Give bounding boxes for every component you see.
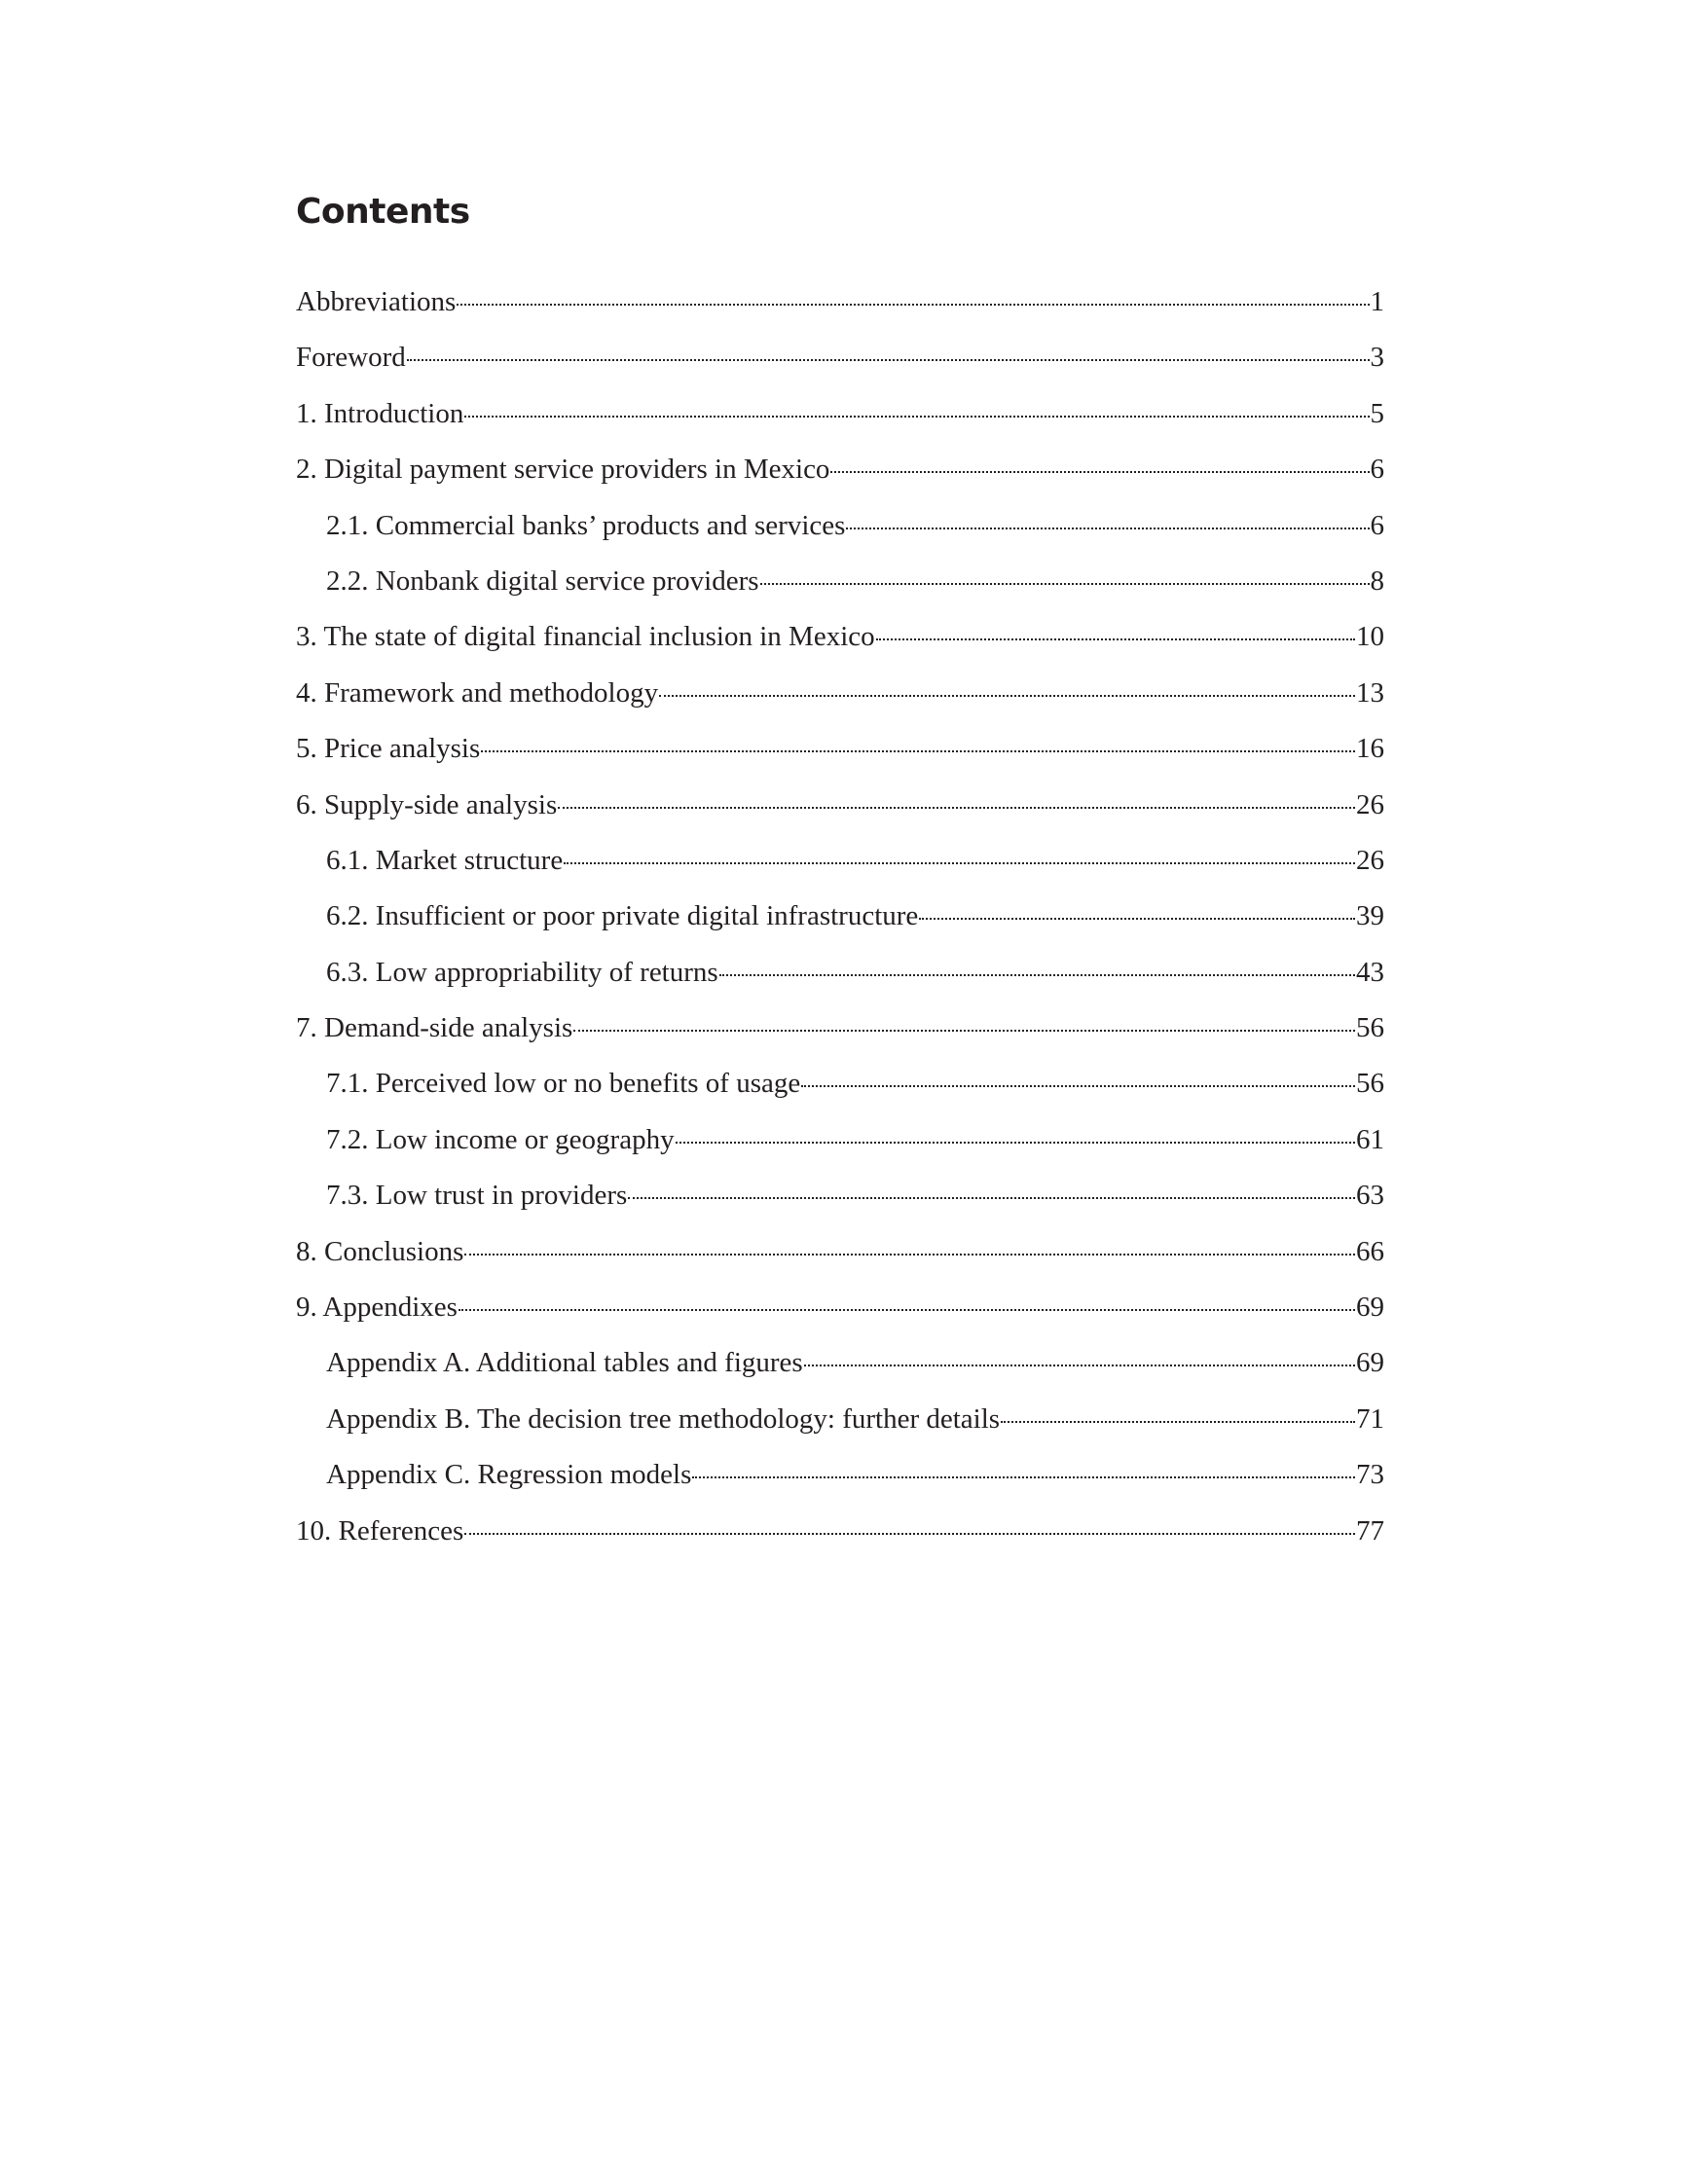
toc-entry[interactable] <box>296 666 1384 721</box>
toc-entry-label: 4. Framework and methodology <box>296 676 659 709</box>
toc-entry-page-number: 56 <box>1356 1068 1384 1100</box>
toc-entry-label: Abbreviations <box>296 286 457 317</box>
dot-leader <box>919 918 1355 920</box>
toc-entry-label: Foreword <box>296 342 406 374</box>
dot-leader <box>628 1197 1355 1199</box>
toc-entry-label: Appendix A. Additional tables and figures <box>326 1347 803 1379</box>
toc-entry-page-number: 77 <box>1356 1514 1384 1547</box>
toc-entry-page-number: 73 <box>1356 1459 1384 1491</box>
dot-leader <box>830 471 1369 473</box>
toc-entry-label: 2. Digital payment service providers in Mexico <box>296 454 830 486</box>
toc-entry[interactable] <box>296 330 1384 385</box>
toc-entry[interactable] <box>296 386 1384 442</box>
toc-entry-label: Appendix B. The decision tree methodology: further details <box>326 1402 1001 1435</box>
toc-subentry[interactable] <box>296 889 1384 944</box>
toc-entry-page-number: 1 <box>1370 286 1384 317</box>
dot-leader <box>676 1142 1355 1144</box>
toc-entry-page-number: 63 <box>1356 1180 1384 1212</box>
toc-entry-label: 5. Price analysis <box>296 733 481 765</box>
toc-entry-label: 8. Conclusions <box>296 1235 464 1267</box>
toc-subentry[interactable] <box>296 1335 1384 1391</box>
toc-entry-label: 7.3. Low trust in providers <box>326 1180 628 1212</box>
toc-subentry[interactable] <box>296 833 1384 889</box>
toc-entry[interactable] <box>296 1504 1384 1559</box>
dot-leader <box>573 1030 1355 1032</box>
toc-entry[interactable] <box>296 778 1384 833</box>
toc-entry-label: 9. Appendixes <box>296 1292 458 1324</box>
toc-subentry[interactable] <box>296 1168 1384 1223</box>
toc-entry[interactable] <box>296 1224 1384 1280</box>
toc-entry-label: 1. Introduction <box>296 397 464 429</box>
toc-subentry[interactable] <box>296 1392 1384 1447</box>
table-of-contents <box>296 274 1384 1559</box>
toc-entry-page-number: 71 <box>1356 1402 1384 1435</box>
dot-leader <box>457 304 1369 306</box>
toc-entry-page-number: 6 <box>1370 509 1384 541</box>
toc-entry[interactable] <box>296 721 1384 777</box>
toc-entry-page-number: 39 <box>1356 900 1384 932</box>
toc-entry-page-number: 43 <box>1356 956 1384 988</box>
dot-leader <box>692 1476 1355 1478</box>
toc-entry[interactable] <box>296 609 1384 665</box>
dot-leader <box>464 1533 1355 1535</box>
dot-leader <box>558 807 1355 809</box>
dot-leader <box>481 750 1355 752</box>
toc-entry-page-number: 5 <box>1370 397 1384 429</box>
toc-entry-page-number: 13 <box>1356 676 1384 709</box>
dot-leader <box>464 416 1369 418</box>
toc-entry-page-number: 10 <box>1356 621 1384 653</box>
toc-entry-label: 7.1. Perceived low or no benefits of usage <box>326 1068 801 1100</box>
dot-leader <box>801 1085 1355 1087</box>
toc-entry[interactable] <box>296 1280 1384 1335</box>
toc-entry-label: 6. Supply-side analysis <box>296 788 558 820</box>
dot-leader <box>407 359 1370 361</box>
dot-leader <box>459 1309 1355 1311</box>
toc-entry-label: 6.2. Insufficient or poor private digital infrastructure <box>326 900 919 932</box>
dot-leader <box>760 583 1370 585</box>
toc-entry-page-number: 69 <box>1356 1347 1384 1379</box>
toc-subentry[interactable] <box>296 1112 1384 1168</box>
toc-entry-page-number: 3 <box>1370 342 1384 374</box>
toc-entry-page-number: 56 <box>1356 1012 1384 1044</box>
toc-entry-page-number: 61 <box>1356 1123 1384 1155</box>
toc-entry-label: 3. The state of digital financial inclusion in Mexico <box>296 621 875 653</box>
toc-entry-page-number: 69 <box>1356 1292 1384 1324</box>
dot-leader <box>804 1365 1355 1366</box>
dot-leader <box>719 974 1355 976</box>
toc-entry-label: 7.2. Low income or geography <box>326 1123 675 1155</box>
toc-subentry[interactable] <box>296 554 1384 609</box>
toc-subentry[interactable] <box>296 1447 1384 1503</box>
toc-entry-label: 10. References <box>296 1514 464 1547</box>
dot-leader <box>464 1254 1355 1256</box>
toc-entry[interactable] <box>296 442 1384 497</box>
dot-leader <box>846 528 1369 529</box>
toc-entry[interactable] <box>296 1001 1384 1056</box>
toc-entry-page-number: 66 <box>1356 1235 1384 1267</box>
dot-leader <box>1001 1421 1355 1423</box>
page-title: Contents <box>296 192 470 232</box>
dot-leader <box>659 695 1355 697</box>
toc-subentry[interactable] <box>296 945 1384 1001</box>
toc-entry-page-number: 26 <box>1356 788 1384 820</box>
toc-entry-label: Appendix C. Regression models <box>326 1459 692 1491</box>
toc-entry-page-number: 6 <box>1370 454 1384 486</box>
dot-leader <box>564 862 1355 864</box>
toc-subentry[interactable] <box>296 498 1384 554</box>
toc-entry-page-number: 16 <box>1356 733 1384 765</box>
dot-leader <box>876 638 1355 640</box>
toc-entry-page-number: 26 <box>1356 844 1384 876</box>
toc-entry-label: 6.3. Low appropriability of returns <box>326 956 718 988</box>
toc-entry-label: 2.2. Nonbank digital service providers <box>326 564 759 597</box>
toc-entry[interactable] <box>296 274 1384 330</box>
toc-entry-page-number: 8 <box>1370 564 1384 597</box>
toc-entry-label: 6.1. Market structure <box>326 844 564 876</box>
toc-entry-label: 2.1. Commercial banks’ products and services <box>326 509 846 541</box>
toc-entry-label: 7. Demand-side analysis <box>296 1012 573 1044</box>
toc-subentry[interactable] <box>296 1056 1384 1111</box>
